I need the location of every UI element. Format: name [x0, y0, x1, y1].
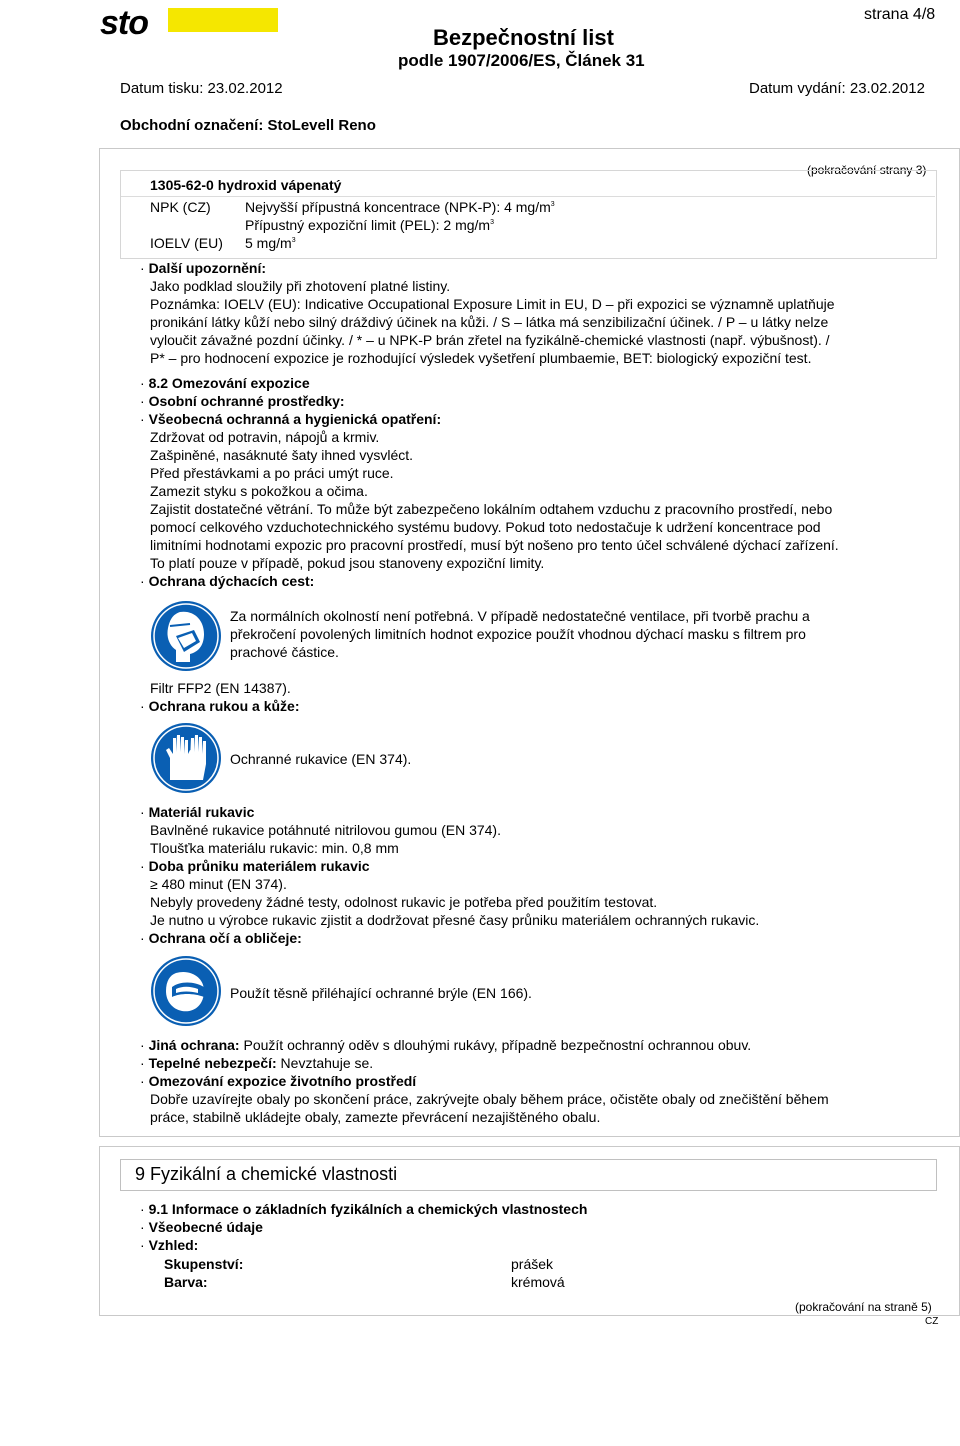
respirator-mask-icon [150, 600, 222, 677]
gloves-icon [150, 722, 222, 799]
ppe-heading: · Osobní ochranné prostředky: [140, 393, 345, 409]
respiratory-line: Za normálních okolností není potřebná. V případě nedostatečné ventilace, při tvorbě prachu a [230, 608, 810, 624]
respiratory-heading: · Ochrana dýchacích cest: [140, 573, 315, 589]
hygiene-line: Zdržovat od potravin, nápojů a krmiv. [150, 429, 380, 445]
further-note-line: Poznámka: IOELV (EU): Indicative Occupational Exposure Limit in EU, D – při expozici se významně uplatňuje [150, 296, 835, 312]
further-notes-heading: · Další upozornění: [140, 260, 267, 276]
npk-line-1: Nejvyšší přípustná koncentrace (NPK-P): 4 $mg/m^3$ [245, 199, 555, 215]
glove-material-heading: · Materiál rukavic [140, 804, 255, 820]
hand-protection-heading: · Ochrana rukou a kůže: [140, 698, 300, 714]
hand-protection-text: Ochranné rukavice (EN 374). [230, 751, 412, 767]
npk-line-2: Přípustný expoziční limit (PEL): 2 $mg/m^3$ [245, 217, 494, 233]
further-note-line: pronikání látky kůží nebo silný dráždivý účinek na kůži. / S – látka má senzibilizační účinek. / P – u látky nelze [150, 314, 829, 330]
env-line: Dobře uzavírejte obaly po skončení práce, zakrývejte obaly během práce, očistěte obaly od znečištění během [150, 1091, 829, 1107]
breakthrough-line: Je nutno u výrobce rukavic zjistit a dodržovat přesné časy průniku materiálem ochranných rukavic. [150, 912, 760, 928]
further-note-line: Jako podklad sloužily při zhotovení platné listiny. [150, 278, 451, 294]
doc-title: Bezpečnostní list [433, 25, 614, 50]
filter-note: Filtr FFP2 (EN 14387). [150, 680, 291, 696]
hygiene-heading: · Všeobecná ochranná a hygienická opatření: [140, 411, 442, 427]
product-name: Obchodní označení: StoLevell Reno [120, 117, 376, 134]
breakthrough-heading: · Doba průniku materiálem rukavic [140, 858, 370, 874]
substance-name: 1305-62-0 hydroxid vápenatý [150, 177, 342, 193]
eye-protection-text: Použít těsně přiléhající ochranné brýle (EN 166). [230, 985, 532, 1001]
hygiene-line: Před přestávkami a po práci umýt ruce. [150, 465, 394, 481]
table-divider [121, 196, 935, 197]
appearance-heading: · Vzhled: [140, 1237, 199, 1253]
breakthrough-line: Nebyly provedeny žádné testy, odolnost rukavic je potřeba před použitím testovat. [150, 894, 658, 910]
language-code: CZ [925, 1316, 939, 1327]
other-protection: · Jiná ochrana: Použít ochranný oděv s dlouhými rukávy, případně bezpečnostní ochrannou obuv. [140, 1037, 752, 1053]
page-number: strana 4/8 [864, 6, 936, 23]
general-info-heading: · Všeobecné údaje [140, 1219, 263, 1235]
further-note-line: P* – pro hodnocení expozice je rozhodující výsledek vyšetření plumbaemie, BET: biologický expoziční test. [150, 350, 812, 366]
glove-material-line: Tloušťka materiálu rukavic: min. 0,8 mm [150, 840, 399, 856]
continued-from: (pokračování strany 3) [807, 163, 927, 177]
hygiene-line: Zajistit dostatečné větrání. To může být zabezpečeno lokálním odtahem vzduchu z pracovního prostředí, nebo [150, 501, 833, 517]
goggles-icon [150, 955, 222, 1032]
eye-protection-heading: · Ochrana očí a obličeje: [140, 930, 302, 946]
state-value: prášek [511, 1256, 554, 1272]
state-label: Skupenství: [164, 1256, 244, 1272]
s91-heading: · 9.1 Informace o základních fyzikálních a chemických vlastnostech [140, 1201, 588, 1217]
npk-label: NPK (CZ) [150, 199, 211, 215]
further-note-line: vyloučit závažné pozdní účinky. / * – u NPK-P brán zřetel na fyzikálně-chemické vlastnosti (např. výbušnost). / [150, 332, 830, 348]
print-date: Datum tisku: 23.02.2012 [120, 80, 283, 97]
ioelv-value: 5 $mg/m^3$ [245, 235, 296, 251]
hygiene-line: Zašpiněné, nasáknuté šaty ihned vysvléct. [150, 447, 414, 463]
color-value: krémová [511, 1274, 565, 1290]
doc-subtitle: podle 1907/2006/ES, Článek 31 [398, 51, 645, 70]
sto-logo: sto [100, 4, 148, 42]
breakthrough-line: ≥ 480 minut (EN 374). [150, 876, 287, 892]
hygiene-line: limitními hodnotami expozic pro pracovní prostředí, musí být nošeno pro tento účel schválené dýchací zařízení. [150, 537, 839, 553]
hygiene-line: Zamezit styku s pokožkou a očima. [150, 483, 368, 499]
logo-bar [168, 8, 278, 32]
s82-heading: · 8.2 Omezování expozice [140, 375, 310, 391]
thermal-hazard: · Tepelné nebezpečí: Nevztahuje se. [140, 1055, 374, 1071]
continued-to: (pokračování na straně 5) [795, 1300, 932, 1314]
section-9-heading: 9 Fyzikální a chemické vlastnosti [135, 1164, 398, 1184]
respiratory-line: překročení povolených limitních hodnot expozice použít vhodnou dýchací masku s filtrem pro [230, 626, 806, 642]
color-label: Barva: [164, 1274, 208, 1290]
glove-material-line: Bavlněné rukavice potáhnuté nitrilovou gumou (EN 374). [150, 822, 501, 838]
hygiene-line: To platí pouze v případě, pokud jsou stanoveny expoziční limity. [150, 555, 545, 571]
env-line: práce, stabilně ukládejte obaly, zamezte převrácení nezajištěného obalu. [150, 1109, 601, 1125]
issue-date: Datum vydání: 23.02.2012 [749, 80, 925, 97]
respiratory-line: prachové částice. [230, 644, 339, 660]
ioelv-label: IOELV (EU) [150, 235, 223, 251]
hygiene-line: pomocí celkového vzduchotechnického systému budovy. Pokud toto nedostačuje k udržení koncentrace pod [150, 519, 821, 535]
env-exposure-heading: · Omezování expozice životního prostředí [140, 1073, 417, 1089]
